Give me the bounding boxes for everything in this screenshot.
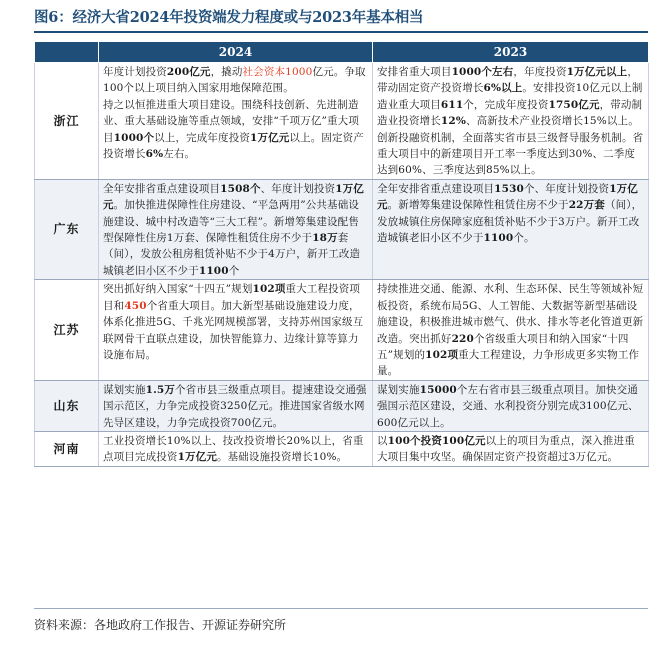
cell-text-segment: ，带动制造业投资增长 [377, 98, 643, 128]
cell-text-segment: 1万亿元 [103, 182, 364, 212]
cell-text-segment: 。加快推进保障性住房建设、“平急两用”公共基础设施建设、城中村改造等“三大工程”。新增筹集建设配售型保障性住房1万套、保障性租赁住房不少于 [103, 199, 359, 245]
figure-title: 图6：经济大省2024年投资端发力程度或与2023年基本相当 [34, 9, 424, 26]
table-header-row [35, 42, 649, 63]
cell-text-segment: 个 [228, 264, 240, 277]
cell-text-segment: 左右。 [163, 148, 196, 161]
cell-text-segment: 亿元。争取100个以上项目纳入国家用地保障范围。 [103, 66, 366, 95]
cell-text-segment: 18万 [312, 232, 338, 245]
cell-text-segment: ，撬动 [210, 66, 243, 78]
cell-text-segment: 15000 [419, 383, 457, 396]
cell-text-segment: 6%以上 [483, 82, 523, 95]
cell-text-segment: 个左右省市县三级重点项目。加快交通强国示范区建设，交通、水利投资分别完成3100亿元、600亿元以上。 [377, 383, 639, 429]
province-cell: 浙江 [35, 63, 99, 180]
cell-2024 [99, 179, 373, 279]
cell-text-segment: 102项 [252, 283, 286, 296]
cell-text-segment: （间），发放城镇住房保障家庭租赁补贴不少于3万户。新开工改造城镇老旧小区不少于 [377, 199, 643, 245]
cell-text-segment: 持之以恒推进重大项目建设。围绕科技创新、先进制造业、重大基础设施等重点领域，安排“千项万亿”重大项目 [103, 98, 359, 144]
cell-text-segment: 持续推进交通、能源、水利、生态环保、民生等领域补短板投资，系统布局5G、人工智能、大数据等新型基础设施建设，积极推进城市燃气、供水、排水等老化管道更新改造。突出抓好 [377, 283, 644, 345]
cell-text-segment: 社会资本1000 [242, 66, 313, 78]
cell-text-segment: 1万亿元 [250, 131, 290, 144]
cell-text-segment: 谋划实施 [103, 383, 146, 396]
cell-text-segment: 450 [124, 299, 147, 312]
cell-text-segment: 1000个 [113, 131, 155, 144]
cell-2024 [99, 380, 373, 431]
cell-text-segment: 全年安排省重点建设项目 [377, 182, 495, 195]
table-row-jiangsu [35, 280, 649, 380]
cell-text-segment: 重大工程建设，力争形成更多实物工作量。 [377, 348, 640, 378]
cell-text-segment: 重大工程投资项目和 [103, 283, 361, 312]
cell-text-segment: 个省市县三级重点项目。提速建设交通强国示范区，力争完成投资3250亿元。推进国家省级水网先导区建设，力争完成投资700亿元。 [103, 383, 367, 429]
cell-text-segment: 以上，完成年度投资 [154, 131, 250, 144]
cell-text-segment: 、高新技术产业投资增长15%以上。创新投融资机制，全面落实省市县三级督导服务机制。省重大项目中的新建项目开工率一季度达到30%、二季度达到60%、三季度达到85%以上。 [377, 115, 644, 177]
cell-text-segment: 1100 [483, 232, 514, 245]
cell-text-segment: 。新增筹集建设保障性租赁住房不少于 [387, 199, 569, 212]
cell-text-segment: 。基础设施投资增长10%。 [216, 451, 348, 464]
cell-text-segment: 1.5万 [145, 383, 175, 396]
table-row-shandong [35, 380, 649, 431]
cell-2023 [373, 380, 649, 431]
cell-2023 [373, 431, 649, 466]
cell-text-segment: 1100 [198, 264, 229, 277]
cell-text-segment: 220 [451, 332, 474, 345]
cell-text-segment: 个省重大项目。加大新型基础设施建设力度，体系化推进5G、千兆光网规模部署，支持苏州国家级互联网骨干直联点建设，加快智能算力、边缘计算等算力设施布局。 [103, 299, 364, 361]
cell-text-segment: 100个投资100亿元 [387, 434, 486, 447]
header-2024: 2024 [99, 42, 373, 63]
cell-text-segment: 、年度计划投资 [260, 182, 336, 195]
cell-text-segment: 1万亿元 [177, 451, 217, 464]
cell-text-segment: 以上。固定资产投资增长 [103, 131, 364, 161]
cell-text-segment: 以 [377, 434, 388, 447]
header-province [35, 42, 99, 63]
cell-text-segment: ，年度投资 [513, 66, 567, 78]
cell-text-segment: 突出抓好纳入国家“十四五”规划 [103, 283, 253, 296]
cell-text-segment: 工业投资增长10%以上、技改投资增长20%以上，省重点项目完成投资 [103, 434, 364, 464]
cell-2023 [373, 280, 649, 380]
table-body [35, 63, 649, 467]
source-rule [34, 608, 648, 609]
cell-text-segment: 6% [145, 148, 164, 161]
cell-text-segment: 。安排投资10亿元以上制造业重大项目 [377, 82, 643, 111]
cell-text-segment: 22万套 [568, 199, 605, 212]
cell-text-segment: 1508个 [220, 182, 261, 195]
title-rule [34, 31, 648, 33]
comparison-table [34, 41, 649, 467]
header-2023: 2023 [373, 42, 649, 63]
cell-2024 [99, 63, 373, 180]
cell-text-segment: 1万亿元 [377, 182, 638, 212]
cell-text-segment: ，带动固定资产投资增长 [377, 66, 638, 95]
cell-text-segment: 200亿元 [166, 66, 211, 78]
cell-text-segment: 102项 [425, 348, 459, 361]
province-cell: 广东 [35, 179, 99, 279]
province-cell: 江苏 [35, 280, 99, 380]
cell-text-segment: 611 [440, 98, 464, 111]
cell-2024 [99, 431, 373, 466]
province-cell: 山东 [35, 380, 99, 431]
cell-text-segment: 安排省重大项目 [377, 66, 452, 78]
cell-text-segment: 年度计划投资 [103, 66, 167, 78]
province-cell: 河南 [35, 431, 99, 466]
cell-text-segment: 套（间），发放公租房租赁补贴不少于4万户，新开工改造城镇老旧小区不少于 [103, 232, 361, 277]
table-row-guangdong [35, 179, 649, 279]
cell-text-segment: 全年安排省重点建设项目 [103, 182, 221, 195]
cell-text-segment: 个，完成年度投资 [463, 98, 549, 111]
table-row-zhejiang [35, 63, 649, 180]
table-row-henan [35, 431, 649, 466]
cell-text-segment: 1万亿元以上 [566, 66, 628, 78]
cell-text-segment: 1000个左右 [451, 66, 514, 78]
cell-text-segment: 谋划实施 [377, 383, 420, 396]
source-note: 资料来源：各地政府工作报告、开源证券研究所 [34, 618, 287, 632]
cell-text-segment: 12% [440, 115, 466, 128]
cell-text-segment: 以上的项目为重点，深入推进重大项目集中攻坚。确保固定资产投资超过3万亿元。 [377, 434, 635, 464]
cell-text-segment: 1750亿元 [548, 98, 600, 111]
cell-text-segment: 个。 [513, 232, 535, 245]
cell-text-segment: 个省级重大项目和纳入国家“十四五”规划的 [377, 332, 629, 361]
cell-2024 [99, 280, 373, 380]
cell-2023 [373, 63, 649, 180]
cell-text-segment: 个、年度计划投资 [523, 182, 610, 195]
cell-2023 [373, 179, 649, 279]
cell-text-segment: 1530 [494, 182, 524, 195]
